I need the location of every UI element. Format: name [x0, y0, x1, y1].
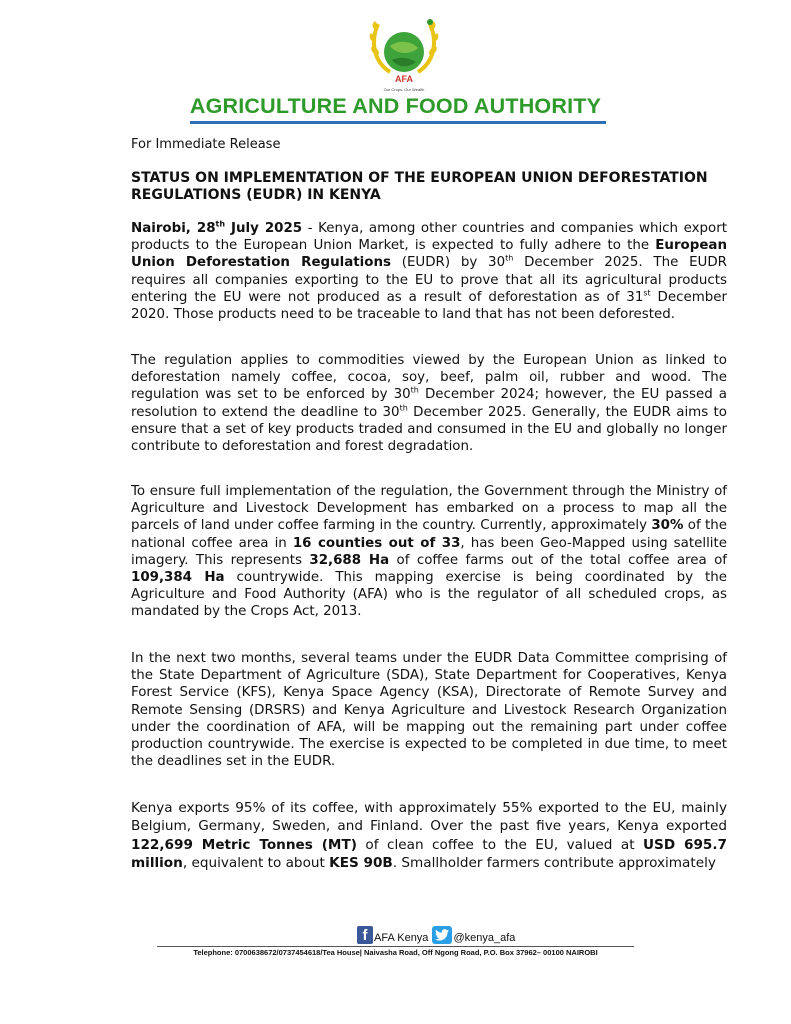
paragraph-1: Nairobi, 28th July 2025 - Kenya, among other countries and companies which export products to the European Union Market, is expected to fully adhere to the European Union Deforestation Regulations (EUDR) by 30th December 2025. The EUDR requires all companies exporting to the EU to prove that all its agricultural products entering the EU were not produced as a result of deforestation as of 31st December 2020. Those products need to be traceable to land that has not been deforested.: [131, 219, 727, 323]
social-links: [357, 926, 515, 944]
headline: STATUS ON IMPLEMENTATION OF THE EUROPEAN UNION DEFORESTATION REGULATIONS (EUDR) IN KENYA: [131, 170, 708, 203]
twitter-icon[interactable]: [432, 926, 452, 944]
twitter-handle[interactable]: @kenya_afa: [453, 932, 516, 944]
afa-logo: [368, 16, 440, 96]
paragraph-4: In the next two months, several teams under the EUDR Data Committee comprising of the State Department of Agriculture (SDA), State Department for Cooperatives, Kenya Forest Service (KFS), Kenya Space Agency (KSA), Directorate of Remote Survey and Remote Sensing (DRSRS) and Kenya Agriculture and Livestock Research Organization under the coordination of AFA, will be mapping out the remaining part under coffee production countrywide. The exercise is expected to be completed in due time, to meet the deadlines set in the EUDR.: [131, 651, 727, 770]
paragraph-3: To ensure full implementation of the regulation, the Government through the Ministry of Agriculture and Livestock Development has embarked on a process to map all the parcels of land under coffee farming in the country. Currently, approximately 30% of the national coffee area in 16 counties out of 33, has been Geo-Mapped using satellite imagery. This represents 32,688 Ha of coffee farms out of the total coffee area of 109,384 Ha countrywide. This mapping exercise is being coordinated by the Agriculture and Food Authority (AFA) who is the regulator of all scheduled crops, as mandated by the Crops Act, 2013.: [131, 484, 728, 620]
logo-tagline: Our Crops, Our Wealth: [383, 87, 425, 92]
footer-divider: [157, 946, 634, 947]
org-title: AGRICULTURE AND FOOD AUTHORITY: [189, 94, 602, 118]
release-label: For Immediate Release: [131, 137, 281, 152]
eudr-bold: European Union Deforestation Regulations: [131, 238, 727, 271]
footer-contact: Telephone: 0700638672/0737454618/Tea House| Naivasha Road, Off Ngong Road, P.O. Box 37962– 00100 NAIROBI: [193, 948, 598, 957]
facebook-handle[interactable]: AFA Kenya: [374, 932, 429, 944]
facebook-icon[interactable]: f: [357, 926, 373, 944]
dateline: Nairobi, 28: [131, 221, 216, 236]
logo-text: AFA: [395, 74, 413, 84]
paragraph-5: Kenya exports 95% of its coffee, with approximately 55% exported to the EU, mainly Belgium, Germany, Sweden, and Finland. Over the past five years, Kenya exported 122,699 Metric Tonnes (MT) of clean coffee to the EU, valued at USD 695.7 million, equivalent to about KES 90B. Smallholder farmers contribute approximately: [131, 800, 728, 872]
title-underline: [190, 121, 606, 124]
paragraph-2: The regulation applies to commodities viewed by the European Union as linked to deforestation namely coffee, cocoa, soy, beef, palm oil, rubber and wood. The regulation was set to be enforced by 30th December 2024; however, the EU passed a resolution to extend the deadline to 30th December 2025. Generally, the EUDR aims to ensure that a set of key products traded and consumed in the EU and globally no longer contribute to deforestation and forest degradation.: [131, 353, 727, 455]
